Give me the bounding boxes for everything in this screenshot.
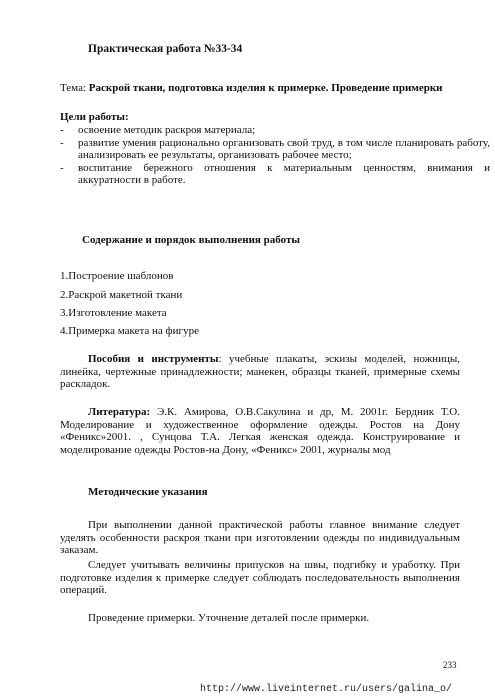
aids-paragraph <box>60 353 460 391</box>
content-item: 4.Примерка макета на фигуре <box>60 325 199 337</box>
goals-list <box>60 124 490 187</box>
topic-line <box>60 82 460 95</box>
source-url: http://www.liveinternet.ru/users/galina_o/ <box>200 684 453 695</box>
goals-heading: Цели работы: <box>60 111 129 123</box>
aids-label: Пособия и инструменты <box>88 353 219 365</box>
literature-paragraph <box>60 406 460 456</box>
page-title: Практическая работа №33-34 <box>88 43 243 55</box>
method-paragraph-1: При выполнении данной практической работы главное внимание следует уделять особенности раскроя ткани при изготовлении одежды по индивидуальным заказам. <box>60 519 460 556</box>
goal-item: - развитие умения рационально организовать свой труд, в том числе планировать работу, анализировать ее результаты, организовать рабочее место; <box>60 136 490 161</box>
content-heading: Содержание и порядок выполнения работы <box>82 234 300 246</box>
page-number: 233 <box>443 660 457 670</box>
goal-item: - воспитание бережного отношения к материальным ценностям, внимания и аккуратности в работе. <box>60 161 490 186</box>
method-heading: Методические указания <box>88 486 208 498</box>
topic-text: Раскрой ткани, подготовка изделия к примерке. Проведение примерки <box>88 82 443 94</box>
method-paragraph-2: Следует учитывать величины припусков на швы, подгибку и уработку. При подготовке изделия к примерке следует соблюдать последовательность выполнения операций. <box>60 559 460 596</box>
aids-text: : учебные плакаты, эскизы моделей, ножницы, линейка, чертежные принадлежности; манекен, образцы тканей, примерные схемы раскладок. <box>60 353 460 390</box>
literature-text: Э.К. Амирова, О.В.Сакулина и др, М. 2001г. Бердник Т.О. Моделирование и художественное оформление одежды. Ростов на Дону «Феникс»2001. , Сунцова Т.А. Легкая женская одежда. Конструирование и моделирование одежды Ростов-на Дону, «Феникс» 2001, журналы мод <box>60 406 460 456</box>
content-item: 3.Изготовление макета <box>60 307 167 319</box>
content-item: 2.Раскрой макетной ткани <box>60 289 183 301</box>
topic-label: Тема: <box>60 82 89 94</box>
literature-label: Литература: <box>88 406 151 418</box>
content-item: 1.Построение шаблонов <box>60 270 174 282</box>
goal-item: - освоение методик раскроя материала; <box>60 124 256 136</box>
method-paragraph-3: Проведение примерки. Уточнение деталей после примерки. <box>88 612 370 624</box>
